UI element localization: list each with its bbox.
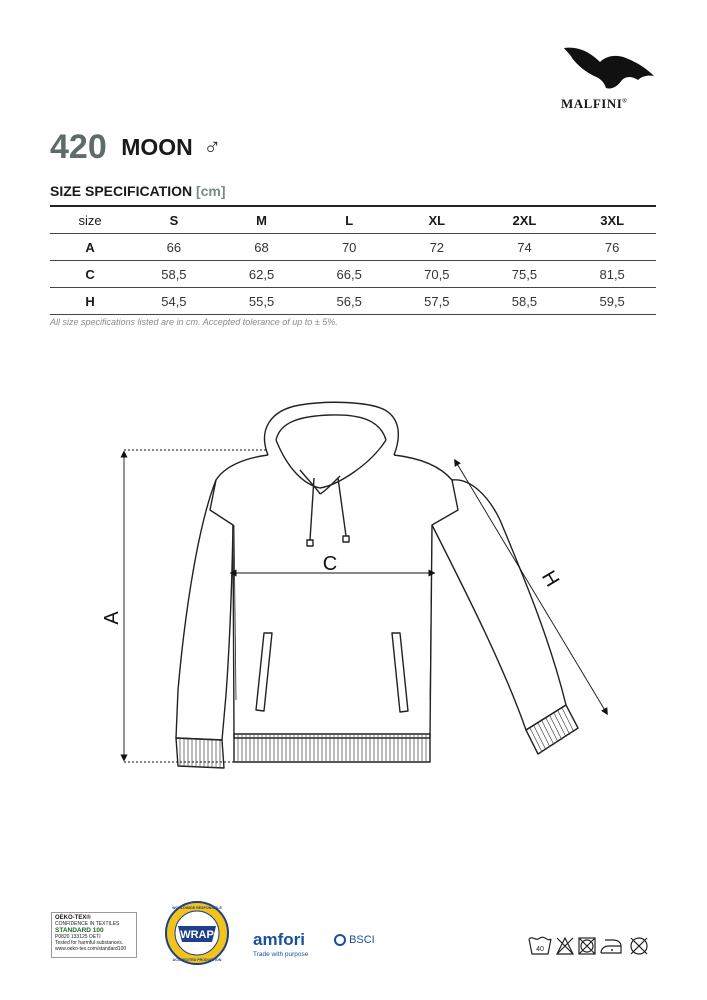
table-cell: 55,5 bbox=[218, 288, 306, 315]
wrap-certification-badge bbox=[164, 900, 230, 966]
row-label: H bbox=[50, 288, 130, 315]
table-cell: 70,5 bbox=[393, 261, 481, 288]
table-cell: 58,5 bbox=[130, 261, 218, 288]
size-spec-title: SIZE SPECIFICATION bbox=[50, 183, 193, 199]
table-row bbox=[50, 234, 656, 261]
body-outline bbox=[210, 455, 458, 738]
bsci-icon bbox=[334, 934, 346, 946]
table-cell: 57,5 bbox=[393, 288, 481, 315]
table-cell: 54,5 bbox=[130, 288, 218, 315]
size-spec-unit: [cm] bbox=[195, 183, 226, 199]
size-table bbox=[50, 205, 656, 315]
table-cell: 66 bbox=[130, 234, 218, 261]
size-header: M bbox=[218, 206, 306, 234]
size-spec-heading bbox=[50, 183, 226, 199]
table-cell: 68 bbox=[218, 234, 306, 261]
product-number: 420 bbox=[50, 128, 107, 166]
drawstring-right bbox=[338, 478, 349, 542]
care-symbols bbox=[527, 932, 657, 958]
drawstring-left bbox=[307, 478, 314, 546]
measure-h-line bbox=[456, 462, 606, 712]
registered-mark: ® bbox=[622, 98, 628, 105]
hood-inner bbox=[276, 415, 386, 440]
row-label: C bbox=[50, 261, 130, 288]
wrap-arc-bottom: ACCREDITED PRODUCTION bbox=[172, 958, 222, 962]
iron-low-icon bbox=[601, 940, 621, 953]
right-pocket bbox=[392, 633, 408, 712]
size-header: XL bbox=[393, 206, 481, 234]
table-cell: 56,5 bbox=[305, 288, 393, 315]
table-row bbox=[50, 261, 656, 288]
left-pocket bbox=[256, 633, 272, 711]
table-cell: 76 bbox=[568, 234, 656, 261]
table-cell: 81,5 bbox=[568, 261, 656, 288]
hoodie-diagram bbox=[0, 380, 707, 800]
table-cell: 66,5 bbox=[305, 261, 393, 288]
table-cell: 75,5 bbox=[481, 261, 569, 288]
table-cell: 74 bbox=[481, 234, 569, 261]
table-cell: 72 bbox=[393, 234, 481, 261]
oeko-url: www.oeko-tex.com/standard100 bbox=[55, 946, 127, 952]
size-corner-label: size bbox=[50, 206, 130, 234]
measure-c-label: C bbox=[322, 553, 338, 575]
size-header: 2XL bbox=[481, 206, 569, 234]
oeko-subtitle: CONFIDENCE IN TEXTILES bbox=[55, 921, 120, 927]
size-header: L bbox=[305, 206, 393, 234]
tolerance-note: All size specifications listed are in cm. Accepted tolerance of up to ± 5%. bbox=[50, 317, 338, 327]
table-cell: 70 bbox=[305, 234, 393, 261]
brand-name: MALFINI bbox=[561, 96, 623, 111]
no-tumble-dry-icon bbox=[579, 938, 595, 954]
amfori-logo: amfori bbox=[253, 930, 305, 949]
oeko-code: P0820 133125 OETI bbox=[55, 934, 101, 940]
row-label: A bbox=[50, 234, 130, 261]
product-name: MOON bbox=[121, 134, 193, 160]
no-bleach-icon bbox=[557, 938, 573, 954]
oeko-tex-label bbox=[51, 912, 137, 958]
malfini-wordmark bbox=[561, 96, 627, 112]
oeko-standard: STANDARD 100 bbox=[55, 927, 104, 934]
bsci-mark bbox=[334, 934, 375, 946]
amfori-tagline: Trade with purpose bbox=[253, 951, 309, 958]
hood-outline bbox=[265, 402, 399, 455]
table-cell: 58,5 bbox=[481, 288, 569, 315]
wash-temp: 40 bbox=[536, 946, 544, 953]
table-cell: 62,5 bbox=[218, 261, 306, 288]
size-table-header bbox=[50, 206, 656, 234]
wrap-center: WRAP bbox=[180, 929, 214, 941]
no-dry-clean-icon bbox=[631, 938, 647, 954]
male-symbol-icon: ♂ bbox=[203, 133, 222, 161]
measure-a-label: A bbox=[101, 611, 123, 625]
oeko-tested: Tested for harmful substances. bbox=[55, 940, 124, 946]
product-title bbox=[50, 128, 221, 167]
right-sleeve bbox=[432, 480, 566, 730]
size-header: S bbox=[130, 206, 218, 234]
size-header: 3XL bbox=[568, 206, 656, 234]
hood-neckline bbox=[276, 440, 386, 488]
oeko-title: OEKO-TEX® bbox=[55, 915, 91, 921]
wrap-arc-top: WORLDWIDE RESPONSIBLE bbox=[172, 906, 222, 910]
measure-h-label: H bbox=[536, 567, 564, 591]
table-cell: 59,5 bbox=[568, 288, 656, 315]
bsci-label: BSCI bbox=[349, 934, 375, 946]
table-row bbox=[50, 288, 656, 315]
